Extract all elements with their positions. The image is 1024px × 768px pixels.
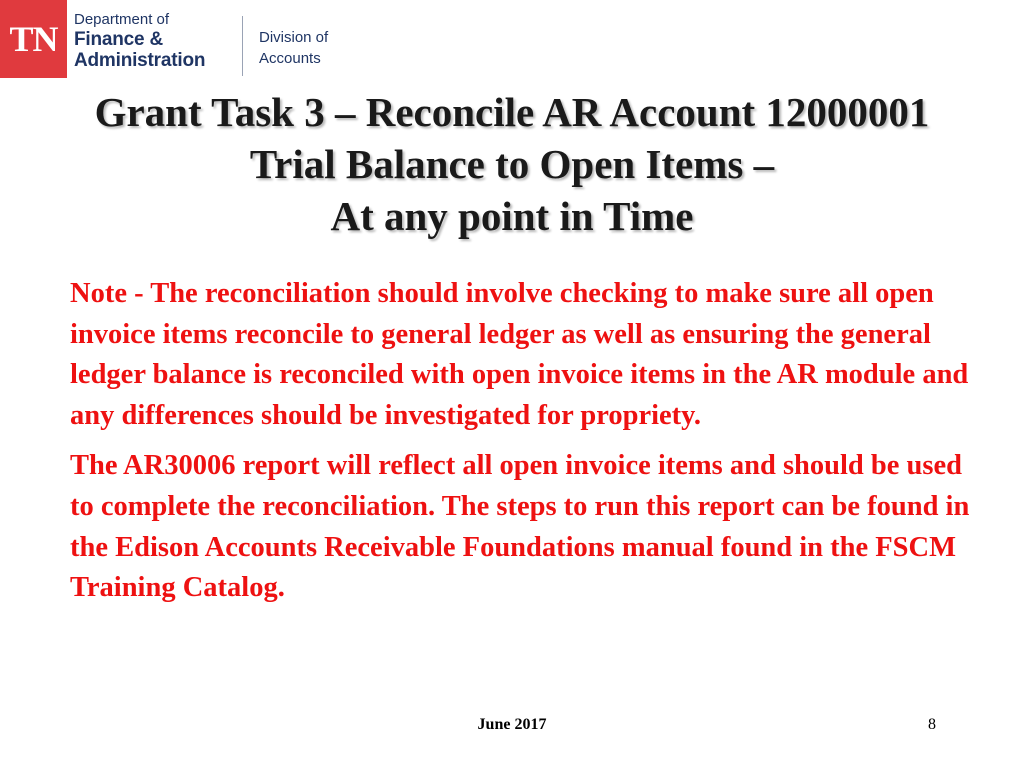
footer-date: June 2017 <box>477 716 547 733</box>
division-line-2: Accounts <box>259 50 321 67</box>
department-line-2: Finance & <box>74 29 163 50</box>
slide-title-line-3: At any point in Time <box>330 193 694 239</box>
department-line-1: Department of <box>74 11 170 28</box>
department-name <box>74 12 205 72</box>
slide-title-line-1: Grant Task 3 – Reconcile AR Account 12000001 <box>94 89 930 135</box>
tn-logo-badge: TN <box>0 0 67 78</box>
department-line-3: Administration <box>74 50 206 71</box>
note-paragraph: Note - The reconciliation should involve checking to make sure all open invoice items reconcile to general ledger as well as ensuring the general ledger balance is reconciled with open invoice items in the AR module and any differences should be investigated for propriety. <box>70 278 969 431</box>
slide-body <box>70 274 975 619</box>
logo-divider <box>242 16 243 76</box>
division-name <box>259 27 328 69</box>
slide-title <box>0 86 1024 242</box>
report-paragraph: The AR30006 report will reflect all open invoice items and should be used to complete the reconciliation. The steps to run this report can be found in the Edison Accounts Receivable Foundations manual found in the FSCM Training Catalog. <box>70 450 970 604</box>
slide-page-number: 8 <box>928 716 936 733</box>
division-line-1: Division of <box>259 29 329 46</box>
slide-title-line-2: Trial Balance to Open Items – <box>249 141 775 187</box>
header-logo <box>0 0 360 80</box>
